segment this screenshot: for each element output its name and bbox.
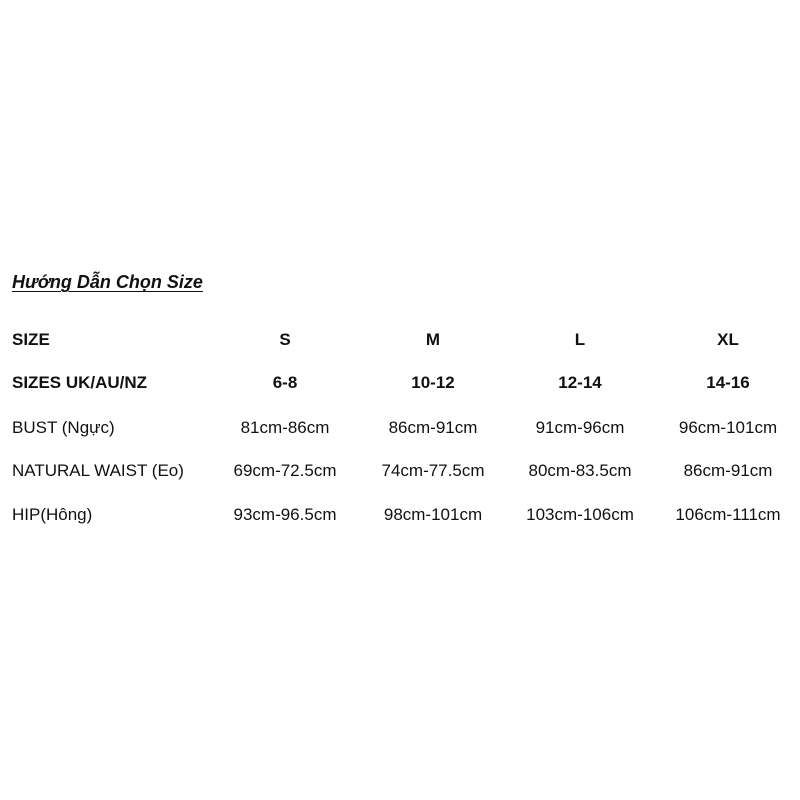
table-header-row (0, 326, 800, 354)
row-label: BUST (Ngực) (12, 418, 115, 437)
table-cell: 12-14 (558, 373, 602, 392)
table-cell: 69cm-72.5cm (233, 461, 337, 480)
table-cell: 106cm-111cm (675, 505, 781, 524)
table-cell: 80cm-83.5cm (528, 461, 632, 480)
table-cell: 93cm-96.5cm (233, 505, 337, 524)
header-size-s: S (279, 330, 291, 349)
header-size-m: M (425, 330, 441, 349)
table-cell: 96cm-101cm (678, 418, 778, 437)
table-cell: 91cm-96cm (535, 418, 625, 437)
row-label: SIZES UK/AU/NZ (12, 373, 148, 392)
table-row-hip (0, 501, 800, 529)
table-cell: 74cm-77.5cm (381, 461, 485, 480)
table-cell: 86cm-91cm (683, 461, 773, 480)
table-row-bust (0, 414, 800, 442)
header-size-xl: XL (717, 330, 739, 349)
page-title: Hướng Dẫn Chọn Size (12, 272, 203, 292)
header-label: SIZE (12, 330, 50, 349)
table-row-uk-sizes (0, 369, 800, 397)
header-size-l: L (574, 330, 586, 349)
table-cell: 81cm-86cm (240, 418, 330, 437)
table-cell: 103cm-106cm (526, 505, 634, 524)
table-cell: 86cm-91cm (388, 418, 478, 437)
table-cell: 98cm-101cm (383, 505, 483, 524)
table-cell: 10-12 (411, 373, 455, 392)
row-label: HIP(Hông) (12, 505, 93, 524)
table-cell: 14-16 (706, 373, 750, 392)
row-label: NATURAL WAIST (Eo) (12, 461, 184, 480)
table-row-waist (0, 457, 800, 485)
table-cell: 6-8 (272, 373, 298, 392)
